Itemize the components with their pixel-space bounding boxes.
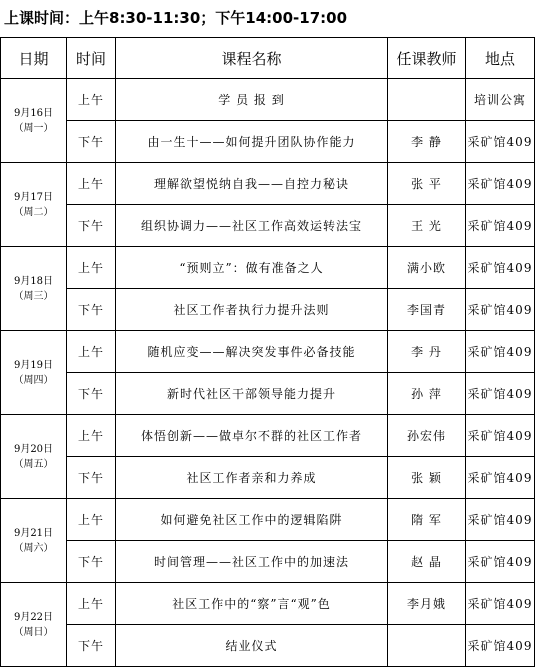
date-label: 9月16日 <box>13 107 54 119</box>
table-row <box>1 331 535 373</box>
time-cell: 下午 <box>67 625 116 667</box>
time-cell: 上午 <box>67 415 116 457</box>
weekday-label: （周五） <box>13 458 54 470</box>
teacher-cell: 孙 萍 <box>388 373 466 415</box>
time-cell: 上午 <box>67 247 116 289</box>
column-header-location: 地点 <box>466 38 535 79</box>
teacher-cell: 王 光 <box>388 205 466 247</box>
course-cell: 体悟创新——做卓尔不群的社区工作者 <box>116 415 388 457</box>
time-cell: 上午 <box>67 499 116 541</box>
teacher-cell: 张 颖 <box>388 457 466 499</box>
location-cell: 采矿馆409 <box>466 583 535 625</box>
date-cell <box>1 499 67 583</box>
teacher-cell: 李 丹 <box>388 331 466 373</box>
column-header-time: 时间 <box>67 38 116 79</box>
teacher-cell: 李国青 <box>388 289 466 331</box>
date-cell <box>1 415 67 499</box>
table-row <box>1 373 535 415</box>
date-label: 9月19日 <box>13 359 54 371</box>
date-cell <box>1 331 67 415</box>
table-row <box>1 121 535 163</box>
course-cell: 社区工作中的“察”言“观”色 <box>116 583 388 625</box>
location-cell: 采矿馆409 <box>466 289 535 331</box>
teacher-cell: 李 静 <box>388 121 466 163</box>
time-cell: 上午 <box>67 79 116 121</box>
location-cell: 采矿馆409 <box>466 625 535 667</box>
column-header-course: 课程名称 <box>116 38 388 79</box>
location-cell: 采矿馆409 <box>466 163 535 205</box>
course-cell: “预则立”：做有准备之人 <box>116 247 388 289</box>
time-cell: 下午 <box>67 289 116 331</box>
teacher-cell <box>388 625 466 667</box>
course-cell: 社区工作者亲和力养成 <box>116 457 388 499</box>
table-row <box>1 457 535 499</box>
location-cell: 采矿馆409 <box>466 457 535 499</box>
location-cell: 培训公寓 <box>466 79 535 121</box>
course-cell: 由一生十——如何提升团队协作能力 <box>116 121 388 163</box>
table-row <box>1 541 535 583</box>
time-cell: 上午 <box>67 583 116 625</box>
time-cell: 下午 <box>67 457 116 499</box>
teacher-cell: 隋 军 <box>388 499 466 541</box>
table-row <box>1 415 535 457</box>
time-cell: 下午 <box>67 541 116 583</box>
schedule-time-note: 上课时间：上午8:30-11:30；下午14:00-17:00 <box>4 9 348 27</box>
teacher-cell: 孙宏伟 <box>388 415 466 457</box>
location-cell: 采矿馆409 <box>466 373 535 415</box>
date-label: 9月21日 <box>13 527 54 539</box>
time-cell: 下午 <box>67 205 116 247</box>
date-label: 9月18日 <box>13 275 54 287</box>
table-header-row <box>1 38 535 79</box>
location-cell: 采矿馆409 <box>466 205 535 247</box>
date-label: 9月20日 <box>13 443 54 455</box>
course-cell: 随机应变——解决突发事件必备技能 <box>116 331 388 373</box>
weekday-label: （周四） <box>13 374 54 386</box>
time-cell: 下午 <box>67 373 116 415</box>
teacher-cell: 张 平 <box>388 163 466 205</box>
teacher-cell <box>388 79 466 121</box>
table-row <box>1 583 535 625</box>
date-cell <box>1 163 67 247</box>
column-header-teacher: 任课教师 <box>388 38 466 79</box>
date-label: 9月22日 <box>13 611 54 623</box>
course-schedule-table <box>0 37 535 667</box>
table-row <box>1 625 535 667</box>
weekday-label: （周二） <box>13 206 54 218</box>
location-cell: 采矿馆409 <box>466 415 535 457</box>
table-row <box>1 289 535 331</box>
time-cell: 下午 <box>67 121 116 163</box>
course-cell: 社区工作者执行力提升法则 <box>116 289 388 331</box>
table-row <box>1 79 535 121</box>
date-label: 9月17日 <box>13 191 54 203</box>
teacher-cell: 赵 晶 <box>388 541 466 583</box>
date-cell <box>1 79 67 163</box>
course-cell: 新时代社区干部领导能力提升 <box>116 373 388 415</box>
date-cell <box>1 247 67 331</box>
location-cell: 采矿馆409 <box>466 247 535 289</box>
teacher-cell: 李月娥 <box>388 583 466 625</box>
teacher-cell: 满小欧 <box>388 247 466 289</box>
weekday-label: （周六） <box>13 542 54 554</box>
table-row <box>1 205 535 247</box>
table-row <box>1 163 535 205</box>
course-cell: 理解欲望悦纳自我——自控力秘诀 <box>116 163 388 205</box>
table-row <box>1 247 535 289</box>
course-cell: 时间管理——社区工作中的加速法 <box>116 541 388 583</box>
location-cell: 采矿馆409 <box>466 541 535 583</box>
weekday-label: （周一） <box>13 122 54 134</box>
time-cell: 上午 <box>67 331 116 373</box>
column-header-date: 日期 <box>1 38 67 79</box>
course-cell: 学 员 报 到 <box>116 79 388 121</box>
course-cell: 组织协调力——社区工作高效运转法宝 <box>116 205 388 247</box>
weekday-label: （周三） <box>13 290 54 302</box>
location-cell: 采矿馆409 <box>466 499 535 541</box>
table-row <box>1 499 535 541</box>
weekday-label: （周日） <box>13 626 54 638</box>
date-cell <box>1 583 67 667</box>
time-cell: 上午 <box>67 163 116 205</box>
location-cell: 采矿馆409 <box>466 121 535 163</box>
location-cell: 采矿馆409 <box>466 331 535 373</box>
course-cell: 结业仪式 <box>116 625 388 667</box>
course-cell: 如何避免社区工作中的逻辑陷阱 <box>116 499 388 541</box>
